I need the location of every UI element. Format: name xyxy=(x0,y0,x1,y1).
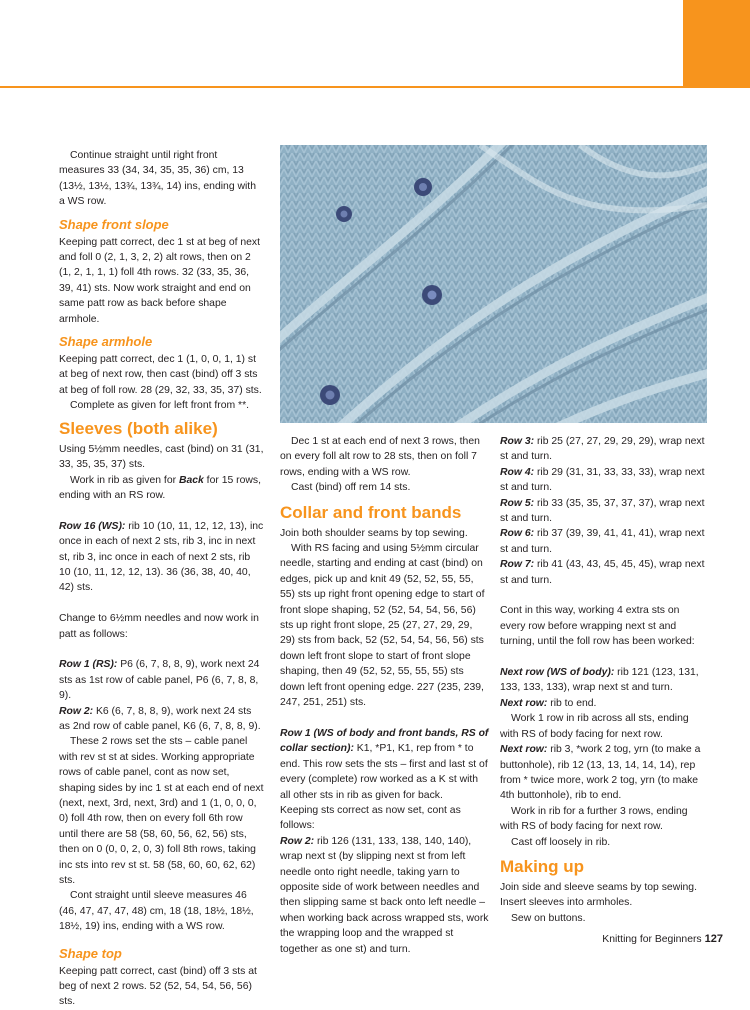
row-instruction xyxy=(500,557,705,588)
row-instruction xyxy=(500,496,705,527)
row-label: Row 2: xyxy=(280,835,315,847)
paragraph: Change to 6½mm needles and now work in patt as follows: xyxy=(59,613,259,640)
paragraph: Join both shoulder seams by top sewing. xyxy=(280,527,468,539)
paragraph: Sew on buttons. xyxy=(511,912,586,924)
column-left xyxy=(59,148,264,1010)
paragraph: These 2 rows set the sts – cable panel with rev st st at sides. Working appropriate rows of cable panel, cont as now set, shaping sides by inc 1 st at each end of next (next, next, 3rd, next, 3rd) and 1 (1, 0, 0, 0, 0) foll 4th row, then on every foll 6th row until there are 58 (58, 60, 56, 62, 56) sts, then on 0 (0, 0, 2, 0, 3) foll 8th rows, taking inc sts into rev st st. 58 (58, 60, 60, 62, 62) sts. xyxy=(59,736,264,887)
text: rib 41 (43, 43, 45, 45, 45), wrap next st and turn. xyxy=(500,559,705,586)
row-instruction xyxy=(500,742,705,804)
row-label: Row 5: xyxy=(500,497,535,509)
paragraph: Dec 1 st at each end of next 3 rows, then on every foll alt row to 28 sts, then on foll 7 rows, ending with a WS row. xyxy=(280,436,480,478)
paragraph: With RS facing and using 5½mm circular needle, starting and ending at cast (bind) on edges, pick up and knit 49 (52, 52, 55, 55, 55) sts up right front opening edge to start of front slope shaping, 52 (52, 54, 54, 56, 56) sts up right front slope, 25 (27, 27, 29, 29, 29) sts from back, 52 (52, 54, 54, 56, 56) sts down left front slope to start of front slope shaping, then 49 (52, 52, 55, 55, 55) sts down left front opening edge. 227 (235, 239, 247, 251, 251) sts. xyxy=(280,543,485,709)
heading-shape-front-slope: Shape front slope xyxy=(59,216,169,232)
text: for 15 rows, ending with an RS row. xyxy=(59,474,261,501)
heading-collar-front-bands: Collar and front bands xyxy=(280,502,462,522)
paragraph: Cont straight until sleeve measures 46 (46, 47, 47, 47, 48) cm, 18 (18, 18½, 18½, 18½, 19) ins, ending with a WS row. xyxy=(59,890,254,933)
row-instruction xyxy=(500,465,705,496)
text: rib 25 (27, 27, 29, 29, 29), wrap next st and turn. xyxy=(500,436,705,463)
text: rib 33 (35, 35, 37, 37, 37), wrap next st and turn. xyxy=(500,497,705,525)
row-label: Row 6: xyxy=(500,528,535,540)
paragraph: Keeping patt correct, dec 1 st at beg of next and foll 0 (2, 1, 3, 2, 2) alt rows, then on 2 (1, 2, 1, 1, 1) foll 4th rows. 32 (33, 35, 36, 39, 41) sts. Now work straight and end on same patt row as back before shape armhole. xyxy=(59,236,261,325)
text: P6 (6, 7, 8, 8, 9), work next 24 sts as 1st row of cable panel, P6 (6, 7, 8, 8, 9). xyxy=(59,659,260,702)
text: rib 10 (10, 11, 12, 12, 13), inc once in each of next 2 sts, rib 3, inc in next st, rib 3, inc once in each of next 2 sts, rib 10 (10, 11, 12, 12, 13). 36 (36, 38, 40, 40, 42) sts. xyxy=(59,520,264,594)
heading-shape-top: Shape top xyxy=(59,945,122,961)
row-label: Row 1 (RS): xyxy=(59,659,118,671)
page-number: 127 xyxy=(704,933,723,945)
text: rib 29 (31, 31, 33, 33, 33), wrap next st and turn. xyxy=(500,466,705,494)
row-label: Row 16 (WS): xyxy=(59,520,126,532)
orange-corner-tab xyxy=(683,0,750,88)
row-instruction xyxy=(280,726,490,803)
paragraph: Using 5½mm needles, cast (bind) on 31 (31, 33, 35, 35, 37) sts. xyxy=(59,443,264,471)
row-label: Row 2: xyxy=(59,705,94,717)
emphasis-back: Back xyxy=(178,474,204,486)
book-title: Knitting for Beginners xyxy=(602,934,702,945)
paragraph: Continue straight until right front measures 33 (34, 34, 35, 35, 36) cm, 13 (13½, 13½, 13¾, 13¾, 14) ins, ending with a WS row. xyxy=(59,150,256,208)
row-instruction xyxy=(59,519,264,596)
row-label: Row 7: xyxy=(500,559,535,571)
row-label: Row 1 (WS of body and front bands, RS of collar section): xyxy=(280,727,489,755)
row-instruction xyxy=(500,526,705,557)
heading-making-up: Making up xyxy=(500,856,585,876)
paragraph: Join side and sleeve seams by top sewing. xyxy=(500,881,697,893)
text: rib 37 (39, 39, 41, 41, 41), wrap next st and turn. xyxy=(500,528,705,555)
paragraph: Keeping sts correct as now set, cont as follows: xyxy=(280,804,461,832)
heading-shape-armhole: Shape armhole xyxy=(59,334,153,350)
knitted-cardigan-photo xyxy=(280,145,707,423)
page-footer xyxy=(602,933,723,945)
row-label: Next row (WS of body): xyxy=(500,667,615,679)
paragraph: Cast off loosely in rib. xyxy=(511,836,611,848)
paragraph xyxy=(59,473,264,504)
paragraph: Complete as given for left front from **. xyxy=(70,400,250,412)
paragraph: Keeping patt correct, cast (bind) off 3 sts at beg of next 2 rows. 52 (52, 54, 54, 56, 56) sts. xyxy=(59,965,257,1008)
text: rib 121 (123, 131, 133, 133, 133), wrap next st and turn. xyxy=(500,667,699,694)
column-middle xyxy=(280,434,490,957)
row-instruction xyxy=(280,834,490,957)
row-label: Next row: xyxy=(500,697,548,709)
text: rib to end. xyxy=(547,697,597,709)
column-right xyxy=(500,434,705,926)
header-rule xyxy=(0,86,750,88)
text: rib 3, *work 2 tog, yrn (to make a buttonhole), rib 12 (13, 13, 14, 14, 14), rep from * twice more, work 2 tog, yrn (to make 4th buttonhole), rib to end. xyxy=(500,744,701,802)
paragraph: Work in rib for a further 3 rows, ending with RS of body facing for next row. xyxy=(500,805,688,833)
text: K6 (6, 7, 8, 8, 9), work next 24 sts as 2nd row of cable panel, K6 (6, 7, 8, 8, 9). xyxy=(59,705,261,732)
text: K1, *P1, K1, rep from * to end. This row sets the sts – first and last st of every (complete) row worked as a K st with all other sts in rib as given for back. xyxy=(280,743,488,801)
row-instruction xyxy=(59,704,264,735)
row-label: Row 3: xyxy=(500,436,535,447)
paragraph: Cast (bind) off rem 14 sts. xyxy=(291,482,411,494)
paragraph: Cont in this way, working 4 extra sts on every row before wrapping next st and turning, until the foll row has been worked: xyxy=(500,605,695,648)
heading-sleeves: Sleeves (both alike) xyxy=(59,418,218,438)
row-label: Next row: xyxy=(500,744,548,756)
row-instruction xyxy=(500,696,705,711)
paragraph: Keeping patt correct, dec 1 (1, 0, 0, 1, 1) st at beg of next row, then cast (bind) off 3 sts at beg of foll row. 28 (29, 32, 33, 35, 37) sts. xyxy=(59,354,262,396)
paragraph: Insert sleeves into armholes. xyxy=(500,897,633,909)
row-label: Row 4: xyxy=(500,466,535,478)
row-instruction xyxy=(500,665,705,696)
text: Work in rib as given for xyxy=(70,474,179,486)
row-instruction xyxy=(500,434,705,465)
paragraph: Work 1 row in rib across all sts, ending with RS of body facing for next row. xyxy=(500,713,689,740)
row-instruction xyxy=(59,657,264,703)
text: rib 126 (131, 133, 138, 140, 140), wrap next st (by slipping next st from left needle onto right needle, taking yarn to opposite side of work between needles and then slipping same st back onto left needle – when working back across wrapped sts, work the wrapping loop and the wrapped st together as one st) and turn. xyxy=(280,835,489,955)
